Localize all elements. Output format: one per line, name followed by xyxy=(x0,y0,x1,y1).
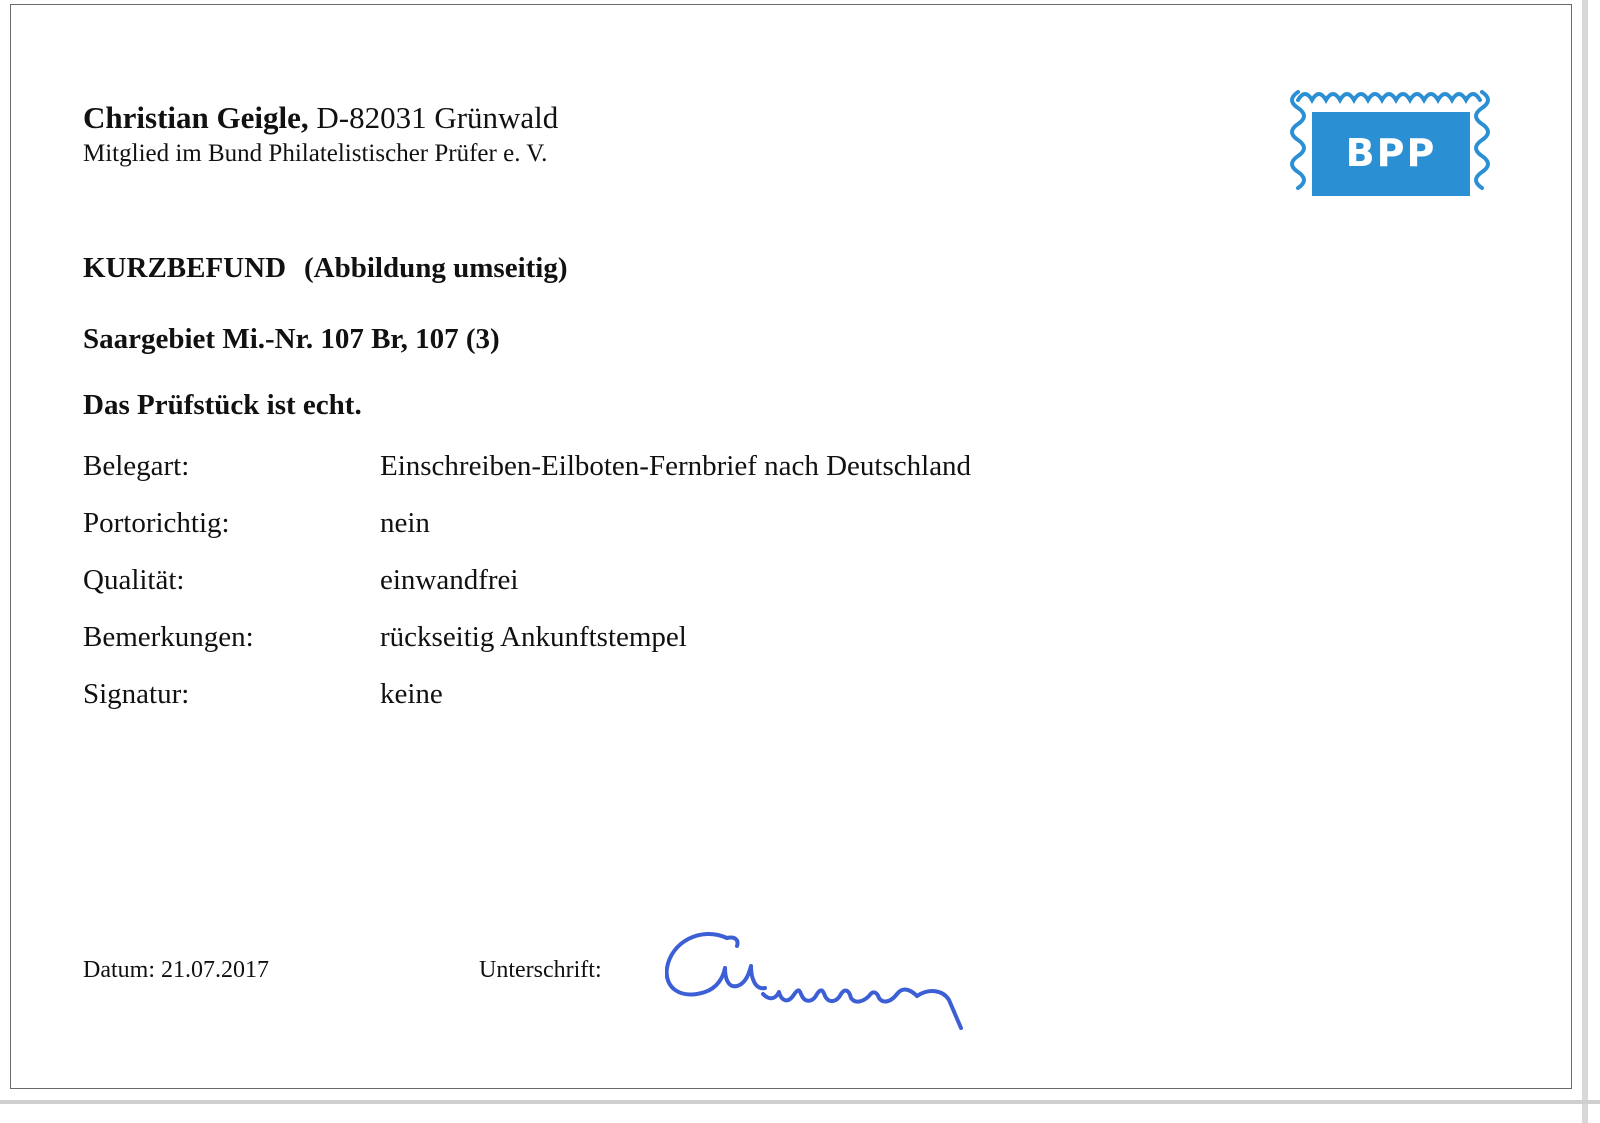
detail-label: Qualität: xyxy=(83,564,185,596)
detail-label: Bemerkungen: xyxy=(83,621,254,653)
paper-edge-right xyxy=(1582,0,1588,1123)
detail-value: rückseitig Ankunftstempel xyxy=(380,621,687,653)
detail-value: nein xyxy=(380,507,430,539)
bpp-logo xyxy=(1290,86,1490,200)
detail-value: keine xyxy=(380,678,443,710)
examiner-membership: Mitglied im Bund Philatelistischer Prüfer e. V. xyxy=(83,140,548,167)
report-title-note: (Abbildung umseitig) xyxy=(304,252,568,284)
signature-label: Unterschrift: xyxy=(479,957,602,983)
verdict: Das Prüfstück ist echt. xyxy=(83,389,362,421)
detail-value: Einschreiben-Eilboten-Fernbrief nach Deutschland xyxy=(380,450,972,482)
report-title xyxy=(83,252,568,285)
examiner-address: D-82031 Grünwald xyxy=(308,100,559,135)
detail-label: Belegart: xyxy=(83,450,190,482)
examiner-name: Christian Geigle, xyxy=(83,100,309,135)
certificate-date: Datum: 21.07.2017 xyxy=(83,957,269,983)
paper-edge-bottom xyxy=(0,1100,1600,1104)
report-title-main: KURZBEFUND xyxy=(83,252,287,284)
detail-label: Signatur: xyxy=(83,678,190,710)
examiner-header xyxy=(83,100,558,136)
handwritten-signature xyxy=(665,928,985,1053)
stamp-reference: Saargebiet Mi.-Nr. 107 Br, 107 (3) xyxy=(83,323,500,355)
detail-value: einwandfrei xyxy=(380,564,519,596)
detail-label: Portorichtig: xyxy=(83,507,230,539)
logo-text: BPP xyxy=(1345,131,1437,175)
